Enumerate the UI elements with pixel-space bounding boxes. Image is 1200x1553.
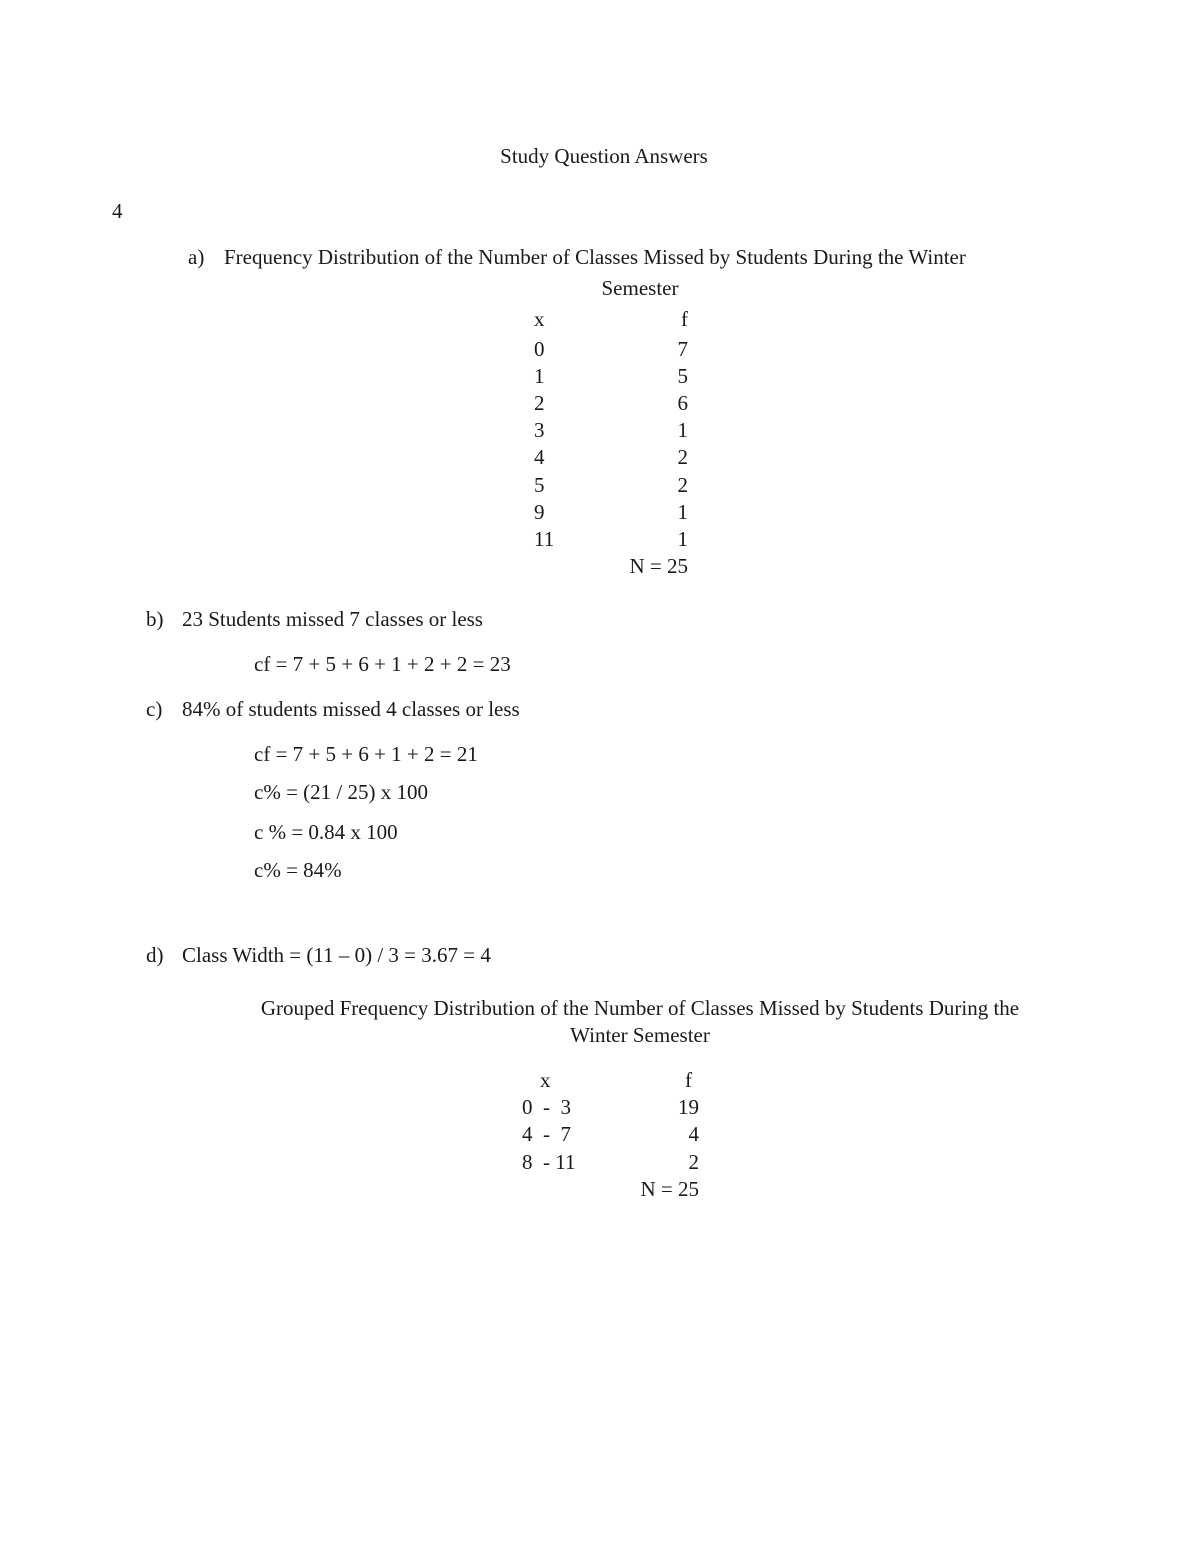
part-a-caption-line1: Frequency Distribution of the Number of Classes Missed by Students During the Winter: [224, 245, 966, 269]
table-cell-x: 8 - 11: [522, 1150, 576, 1174]
part-c-equation-2: c% = (21 / 25) x 100: [254, 780, 428, 804]
page-title: Study Question Answers: [500, 144, 708, 168]
table-total: N = 25: [640, 1177, 699, 1201]
table-header-f: f: [685, 1068, 692, 1092]
question-number: 4: [112, 199, 123, 223]
table-cell-f: 19: [678, 1095, 699, 1119]
part-b-text: 23 Students missed 7 classes or less: [182, 607, 483, 631]
part-a-caption-line2: Semester: [601, 276, 679, 300]
table-header-x: x: [534, 307, 545, 331]
table-cell-x: 5: [534, 473, 545, 497]
table-cell-f: 4: [688, 1122, 699, 1146]
table-cell-x: 1: [534, 364, 545, 388]
part-b-equation: cf = 7 + 5 + 6 + 1 + 2 + 2 = 23: [254, 652, 511, 676]
table-cell-f: 7: [677, 337, 688, 361]
table-cell-x: 2: [534, 391, 545, 415]
table-cell-f: 2: [677, 473, 688, 497]
table-cell-x: 0 - 3: [522, 1095, 571, 1119]
table-cell-x: 11: [534, 527, 555, 551]
table-header-f: f: [681, 307, 688, 331]
table-cell-f: 2: [688, 1150, 699, 1174]
table-cell-x: 3: [534, 418, 545, 442]
table-cell-f: 1: [677, 527, 688, 551]
part-a-marker: a): [188, 245, 205, 269]
table-cell-f: 6: [677, 391, 688, 415]
table-cell-f: 5: [677, 364, 688, 388]
table-cell-x: 4: [534, 445, 545, 469]
part-c-equation-1: cf = 7 + 5 + 6 + 1 + 2 = 21: [254, 742, 478, 766]
part-b-marker: b): [146, 607, 164, 631]
table-cell-x: 4 - 7: [522, 1122, 571, 1146]
part-c-text: 84% of students missed 4 classes or less: [182, 697, 520, 721]
part-d-marker: d): [146, 943, 164, 967]
part-d-caption-line2: Winter Semester: [570, 1023, 710, 1047]
table-cell-f: 1: [677, 418, 688, 442]
table-cell-f: 1: [677, 500, 688, 524]
part-c-equation-4: c% = 84%: [254, 858, 342, 882]
table-cell-x: 0: [534, 337, 545, 361]
table-cell-x: 9: [534, 500, 545, 524]
part-c-marker: c): [146, 697, 163, 721]
table-cell-f: 2: [677, 445, 688, 469]
table-header-x: x: [540, 1068, 551, 1092]
part-c-equation-3: c % = 0.84 x 100: [254, 820, 398, 844]
part-d-text: Class Width = (11 – 0) / 3 = 3.67 = 4: [182, 943, 491, 967]
part-d-caption-line1: Grouped Frequency Distribution of the Number of Classes Missed by Students During the: [260, 996, 1020, 1020]
table-total: N = 25: [629, 554, 688, 578]
